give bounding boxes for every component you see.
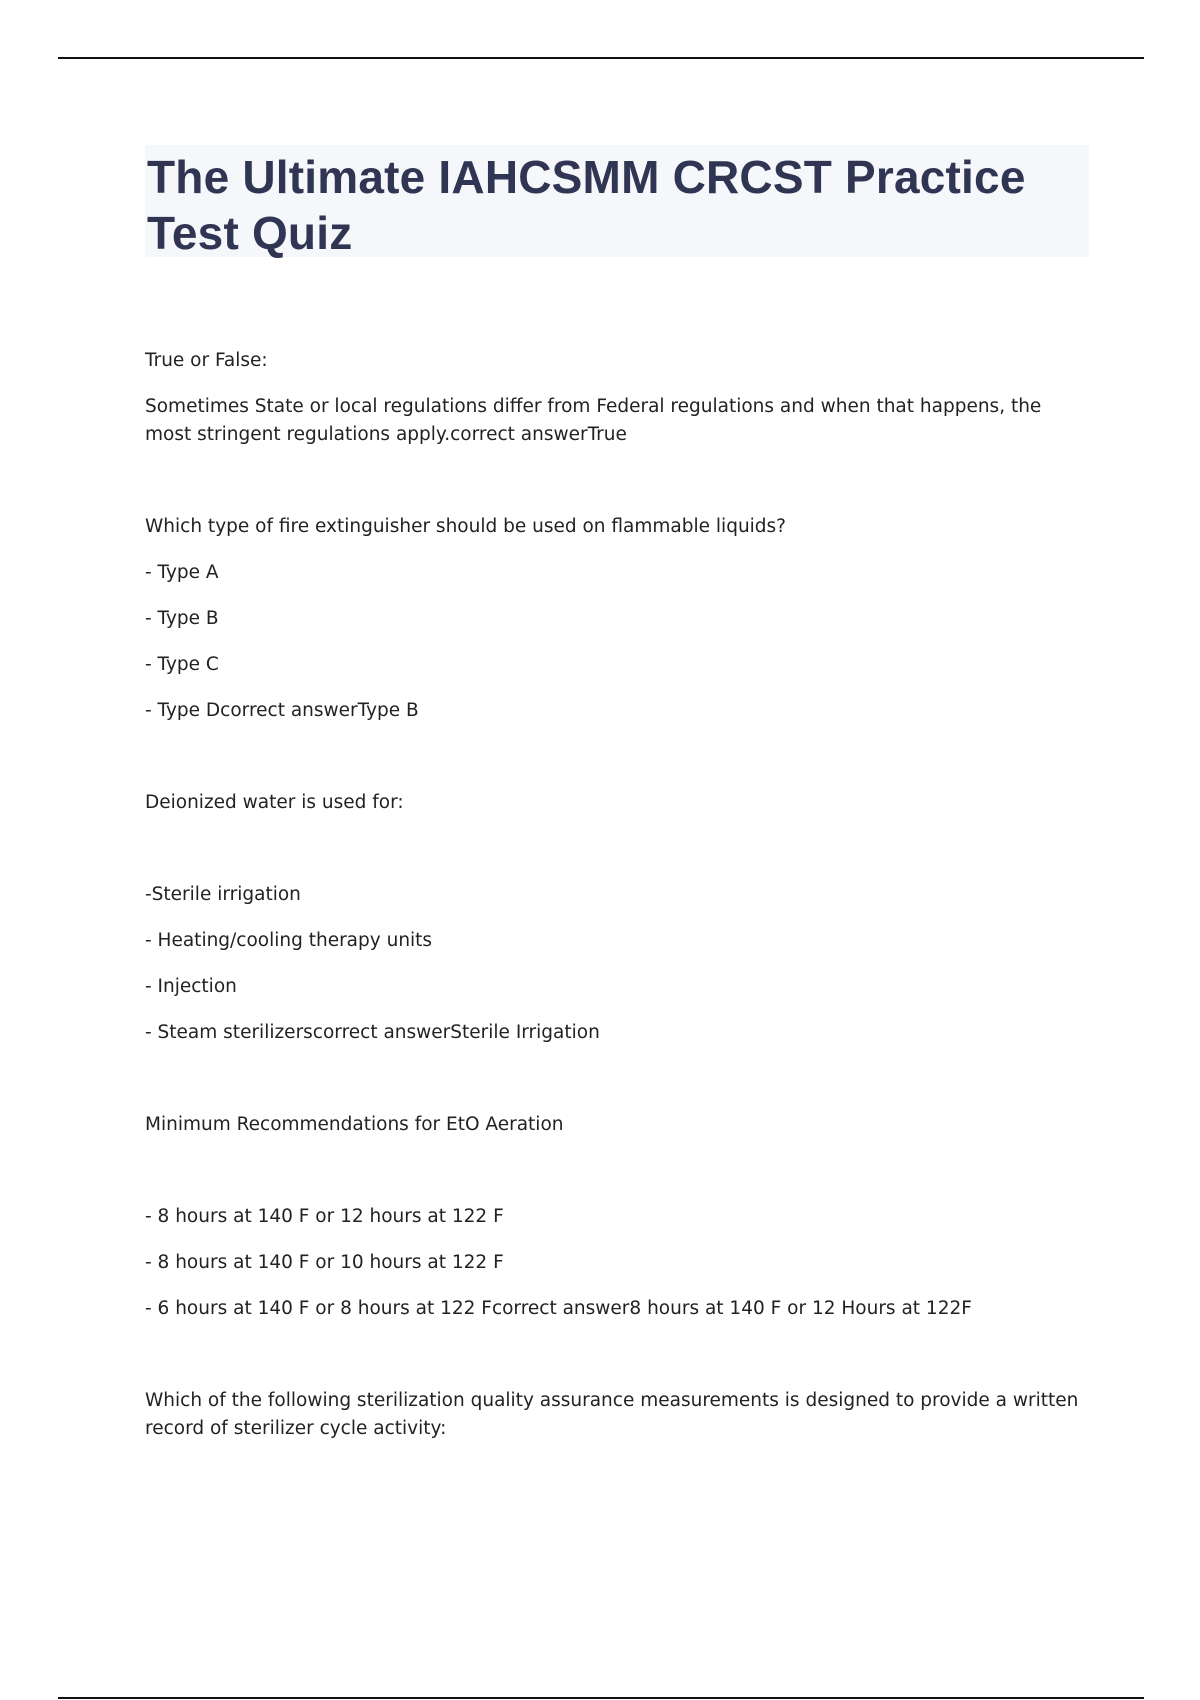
question-block bbox=[145, 789, 1085, 1047]
question-block bbox=[145, 1387, 1085, 1443]
top-rule bbox=[58, 57, 1144, 59]
answer-option: - Type A bbox=[145, 562, 219, 583]
answer-option: -Sterile irrigation bbox=[145, 884, 301, 905]
answer-option: - Steam sterilizerscorrect answerSterile Irrigation bbox=[145, 1022, 600, 1043]
question-line: True or False: bbox=[145, 350, 268, 371]
quiz-content bbox=[145, 347, 1085, 1443]
question-block bbox=[145, 1111, 1085, 1323]
answer-option: - Type C bbox=[145, 654, 219, 675]
answer-option: - Injection bbox=[145, 976, 237, 997]
question-line: Sometimes State or local regulations differ from Federal regulations and when that happens, the most stringent regulations apply.correct answerTrue bbox=[145, 396, 1048, 445]
answer-option: - 6 hours at 140 F or 8 hours at 122 Fcorrect answer8 hours at 140 F or 12 Hours at 122F bbox=[145, 1298, 972, 1319]
bottom-rule bbox=[58, 1697, 1144, 1699]
question-line: Which type of fire extinguisher should be used on flammable liquids? bbox=[145, 516, 787, 537]
title-banner bbox=[145, 145, 1089, 257]
answer-option: - Type Dcorrect answerType B bbox=[145, 700, 419, 721]
question-line: Deionized water is used for: bbox=[145, 792, 404, 813]
answer-option: - Type B bbox=[145, 608, 219, 629]
answer-option: - Heating/cooling therapy units bbox=[145, 930, 433, 951]
question-block bbox=[145, 347, 1085, 449]
question-block bbox=[145, 513, 1085, 725]
answer-option: - 8 hours at 140 F or 12 hours at 122 F bbox=[145, 1206, 504, 1227]
question-line: Minimum Recommendations for EtO Aeration bbox=[145, 1114, 564, 1135]
question-line: Which of the following sterilization quality assurance measurements is designed to provide a written record of sterilizer cycle activity: bbox=[145, 1390, 1085, 1439]
answer-option: - 8 hours at 140 F or 10 hours at 122 F bbox=[145, 1252, 504, 1273]
document-title: The Ultimate IAHCSMM CRCST Practice Test Quiz bbox=[147, 151, 1026, 259]
